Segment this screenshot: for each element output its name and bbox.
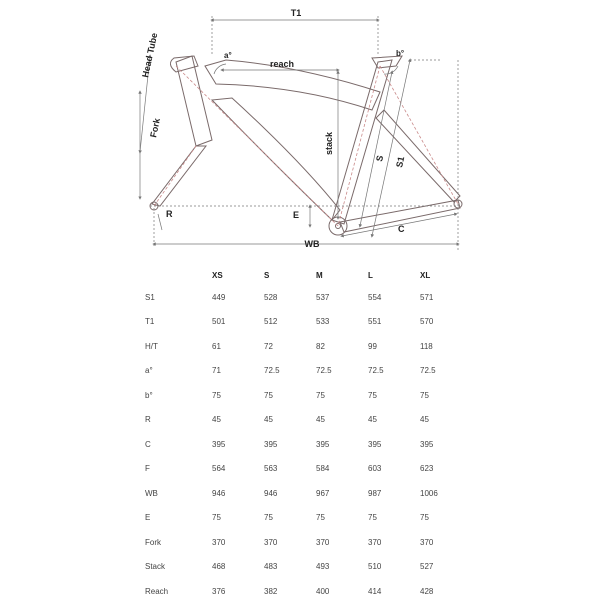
table-cell: 382 [264, 586, 278, 596]
label-s1: S1 [394, 155, 407, 169]
row-label: T1 [145, 317, 155, 327]
table-cell: 370 [316, 537, 330, 547]
table-cell: 45 [368, 415, 377, 425]
table-cell: 370 [264, 537, 278, 547]
table-cell: 501 [212, 317, 226, 327]
row-label: b° [145, 390, 153, 400]
row-label: Stack [145, 562, 166, 572]
table-cell: 99 [368, 341, 377, 351]
label-b-angle: b° [396, 49, 405, 58]
table-cell: 82 [316, 341, 325, 351]
row-label: E [145, 513, 151, 523]
table-cell: 483 [264, 562, 278, 572]
table-cell: 376 [212, 586, 226, 596]
table-cell: 75 [420, 513, 429, 523]
table-cell: 75 [316, 513, 325, 523]
row-label: WB [145, 488, 158, 498]
table-cell: 528 [264, 292, 278, 302]
label-stack: stack [324, 131, 334, 155]
row-label: a° [145, 366, 153, 376]
label-r: R [166, 209, 173, 219]
row-label: S1 [145, 292, 155, 302]
label-t1: T1 [290, 8, 302, 18]
table-cell: 395 [368, 439, 382, 449]
table-cell: 72.5 [368, 366, 384, 376]
table-row [145, 555, 472, 580]
table-header-spacer [145, 265, 212, 285]
column-header: L [368, 270, 373, 280]
row-label: F [145, 464, 150, 474]
table-cell: 570 [420, 317, 434, 327]
table-cell: 512 [264, 317, 278, 327]
table-cell: 395 [264, 439, 278, 449]
table-cell: 72.5 [420, 366, 436, 376]
table-row [145, 310, 472, 335]
row-label: H/T [145, 341, 158, 351]
table-row [145, 383, 472, 408]
table-cell: 75 [368, 513, 377, 523]
table-cell: 1006 [420, 488, 438, 498]
row-label: C [145, 439, 151, 449]
table-cell: 946 [264, 488, 278, 498]
table-row [145, 432, 472, 457]
table-body [145, 285, 472, 604]
label-e: E [293, 210, 300, 220]
table-cell: 987 [368, 488, 382, 498]
column-header: XS [212, 270, 223, 280]
label-a-angle: a° [224, 51, 232, 60]
table-row [145, 530, 472, 555]
table-cell: 118 [420, 341, 433, 351]
table-cell: 61 [212, 341, 221, 351]
row-label: R [145, 415, 151, 425]
column-header: M [316, 270, 323, 280]
table-cell: 75 [212, 390, 221, 400]
table-cell: 537 [316, 292, 330, 302]
table-cell: 533 [316, 317, 330, 327]
table-cell: 510 [368, 562, 382, 572]
table-row [145, 457, 472, 482]
table-cell: 946 [212, 488, 226, 498]
table-row [145, 408, 472, 433]
table-cell: 370 [212, 537, 226, 547]
table-cell: 428 [420, 586, 434, 596]
label-head-tube: Head Tube [140, 31, 160, 79]
table-cell: 551 [368, 317, 382, 327]
table-cell: 395 [420, 439, 434, 449]
table-cell: 75 [316, 390, 325, 400]
table-cell: 45 [264, 415, 273, 425]
table-cell: 395 [316, 439, 330, 449]
table-cell: 72.5 [264, 366, 280, 376]
table-cell: 45 [212, 415, 221, 425]
table-cell: 414 [368, 586, 382, 596]
table-cell: 449 [212, 292, 226, 302]
geometry-table [145, 265, 472, 604]
table-cell: 75 [264, 390, 273, 400]
table-row [145, 285, 472, 310]
table-cell: 71 [212, 366, 221, 376]
table-row [145, 359, 472, 384]
table-cell: 584 [316, 464, 330, 474]
table-row [145, 506, 472, 531]
table-cell: 571 [420, 292, 434, 302]
label-reach: reach [269, 59, 295, 69]
table-cell: 493 [316, 562, 330, 572]
table-cell: 563 [264, 464, 278, 474]
table-cell: 75 [420, 390, 429, 400]
table-cell: 468 [212, 562, 226, 572]
label-c: C [398, 224, 405, 234]
label-s: S [374, 154, 386, 163]
table-cell: 72.5 [316, 366, 332, 376]
table-cell: 75 [212, 513, 221, 523]
table-cell: 395 [212, 439, 226, 449]
label-fork: Fork [148, 117, 163, 139]
row-label: Reach [145, 586, 169, 596]
table-cell: 72 [264, 341, 273, 351]
label-wb: WB [304, 239, 320, 249]
row-label: Fork [145, 537, 161, 547]
table-cell: 527 [420, 562, 434, 572]
table-cell: 554 [368, 292, 382, 302]
column-header: S [264, 270, 270, 280]
table-cell: 603 [368, 464, 382, 474]
table-cell: 45 [420, 415, 429, 425]
column-header: XL [420, 270, 431, 280]
table-cell: 370 [420, 537, 434, 547]
table-cell: 400 [316, 586, 330, 596]
table-row [145, 481, 472, 506]
table-cell: 75 [368, 390, 377, 400]
table-cell: 370 [368, 537, 382, 547]
table-cell: 967 [316, 488, 330, 498]
table-cell: 623 [420, 464, 434, 474]
dimension-lines [140, 16, 460, 250]
frame-geometry-diagram [0, 0, 600, 255]
table-cell: 75 [264, 513, 273, 523]
table-row [145, 334, 472, 359]
frame-outline [150, 56, 462, 235]
table-cell: 45 [316, 415, 325, 425]
table-cell: 564 [212, 464, 226, 474]
table-header-row [145, 265, 472, 285]
